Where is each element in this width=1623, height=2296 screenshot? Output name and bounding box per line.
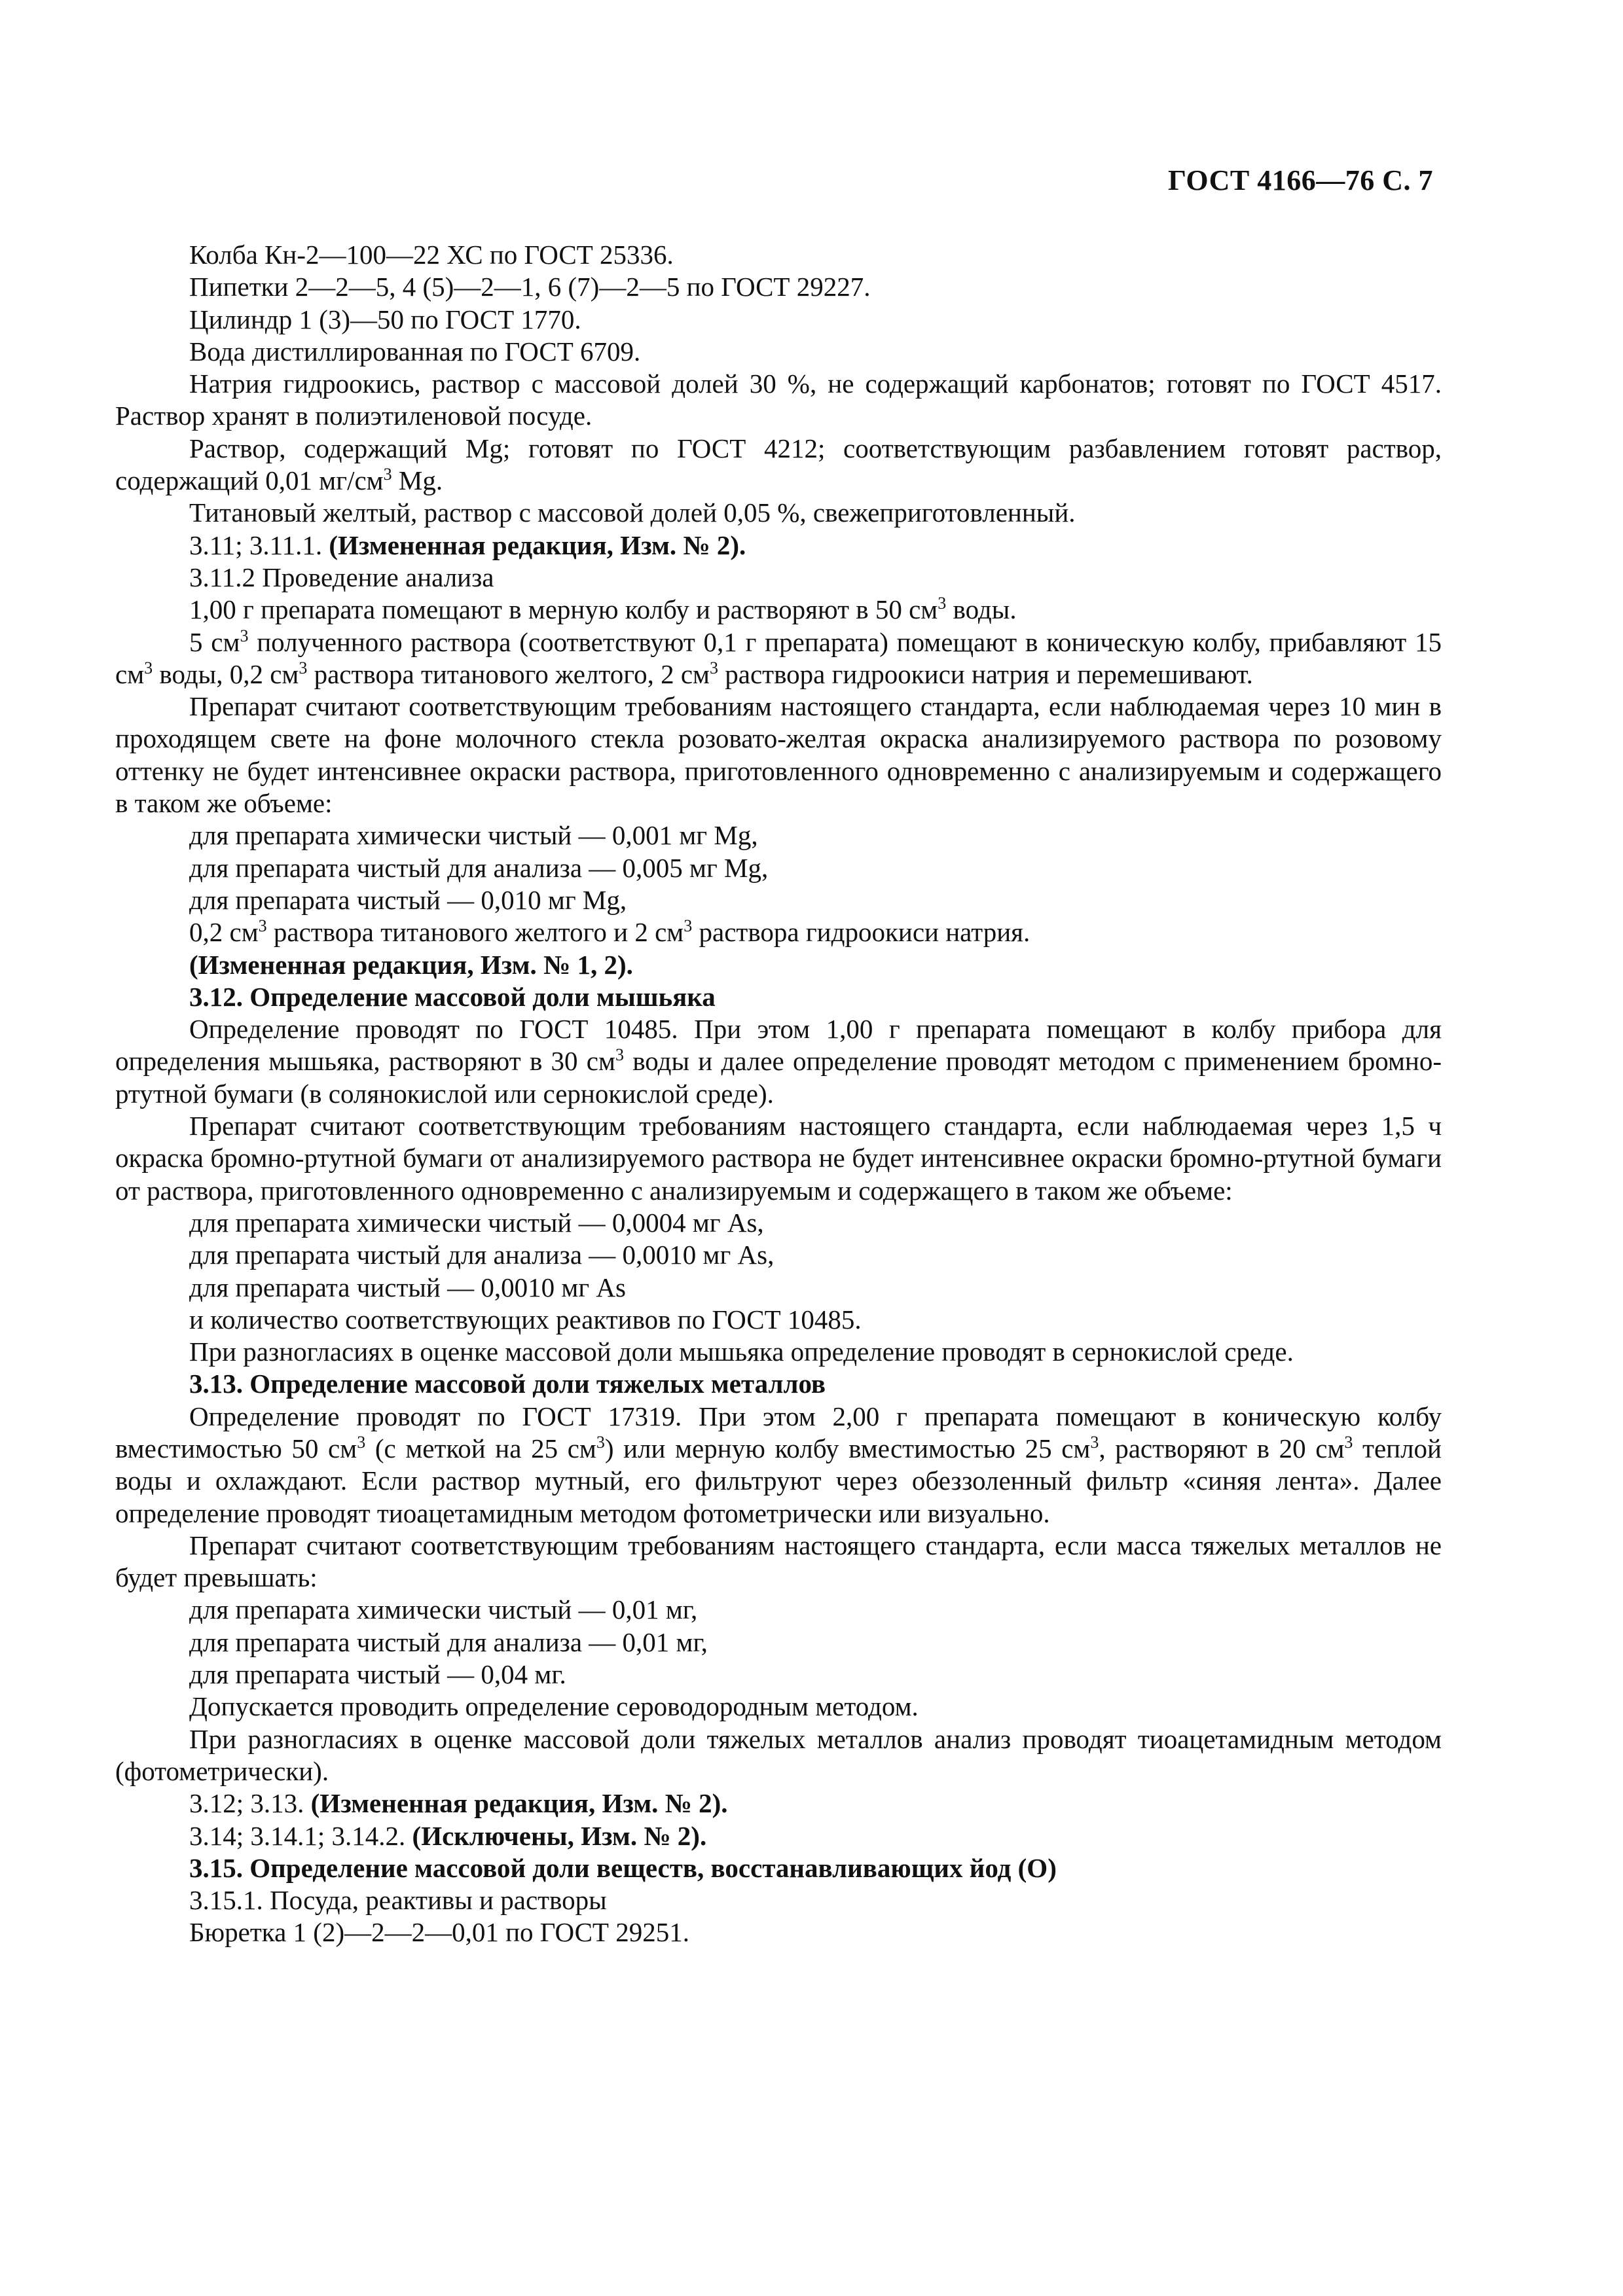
superscript: 3	[596, 1432, 605, 1452]
text-run: 3.12; 3.13.	[189, 1788, 311, 1819]
text-run: воды.	[946, 594, 1017, 625]
paragraph: Натрия гидроокись, раствор с массовой долей 30 %, не содержащий карбонатов; готовят по ГОСТ 4517. Раствор хранят в полиэтиленовой посуде.	[115, 368, 1442, 431]
text-run: теплой воды и охлаждают. Если раствор мутный, его фильтруют через обеззоленный фильтр «синяя лента». Далее определение проводят тиоацетамидным методом фотометрически или визуально.	[115, 1433, 1442, 1528]
paragraph: для препарата химически чистый — 0,001 мг Mg,	[189, 820, 758, 851]
paragraph: для препарата чистый — 0,04 мг.	[189, 1659, 566, 1690]
text-run: Раствор, содержащий Mg; готовят по ГОСТ 4212; соответствующим разбавлением готовят раствор, содержащий 0,01 мг/см	[115, 433, 1442, 496]
text-run: воды, 0,2 см	[153, 658, 299, 689]
text-run: , растворяют в 20 см	[1099, 1433, 1345, 1463]
text-run: 1,00 г препарата помещают в мерную колбу и растворяют в 50 см	[189, 594, 938, 625]
paragraph: Колба Кн-2—100—22 ХС по ГОСТ 25336.	[189, 240, 674, 270]
paragraph: Вода дистиллированная по ГОСТ 6709.	[189, 336, 641, 367]
paragraph: При разногласиях в оценке массовой доли тяжелых металлов анализ проводят тиоацетамидным методом (фотометрически).	[115, 1723, 1442, 1786]
superscript: 3	[710, 658, 718, 677]
superscript: 3	[938, 594, 947, 613]
paragraph	[115, 916, 1442, 948]
paragraph: Препарат считают соответствующим требованиям настоящего стандарта, если масса тяжелых металлов не будет превышать:	[115, 1530, 1442, 1593]
paragraph: для препарата чистый — 0,010 мг Mg,	[189, 884, 627, 915]
paragraph: 3.15.1. Посуда, реактивы и растворы	[189, 1885, 607, 1916]
paragraph	[115, 1013, 1442, 1110]
paragraph: для препарата химически чистый — 0,0004 мг As,	[189, 1207, 764, 1238]
paragraph: для препарата химически чистый — 0,01 мг,	[189, 1594, 698, 1625]
text-run: полученного раствора (соответствуют 0,1 г препарата) помещают в коническую колбу, прибавляют 15 см	[115, 626, 1442, 689]
text-run: Mg.	[392, 465, 443, 496]
paragraph: Цилиндр 1 (3)—50 по ГОСТ 1770.	[189, 304, 581, 334]
section-heading: 3.12. Определение массовой доли мышьяка	[189, 981, 716, 1012]
text-run: (с меткой на 25 см	[365, 1433, 596, 1463]
amendment-note: (Измененная редакция, Изм. № 1, 2).	[189, 949, 633, 980]
text-run: воды и далее определение проводят методом с применением бромно-ртутной бумаги (в солянокислой или сернокислой среде).	[115, 1046, 1442, 1109]
paragraph: для препарата чистый для анализа — 0,005 мг Mg,	[189, 852, 769, 883]
text-run: раствора титанового желтого, 2 см	[307, 658, 710, 689]
text-run: 3.11; 3.11.1.	[189, 529, 329, 560]
superscript: 3	[299, 658, 308, 677]
paragraph	[115, 626, 1442, 691]
paragraph: и количество соответствующих реактивов по ГОСТ 10485.	[189, 1304, 862, 1335]
paragraph: Бюретка 1 (2)—2—2—0,01 по ГОСТ 29251.	[189, 1917, 689, 1948]
document-body	[115, 239, 1442, 1949]
paragraph: Препарат считают соответствующим требованиям настоящего стандарта, если наблюдаемая через 10 мин в проходящем свете на фоне молочного стекла розовато-желтая окраска анализируемого раствора по розовому оттенку не будет интенсивнее окраски раствора, приготовленного одновременно с анализируемым и содержащего в таком же объеме:	[115, 691, 1442, 819]
text-run: Определение проводят по ГОСТ 17319. При этом 2,00 г препарата помещают в коническую колбу вместимостью 50 см	[115, 1401, 1442, 1463]
amendment-note: (Измененная редакция, Изм. № 2).	[329, 529, 746, 560]
page-header: ГОСТ 4166—76 С. 7	[1167, 164, 1433, 196]
text-run: раствора титанового желтого и 2 см	[266, 917, 684, 948]
text-run: раствора гидроокиси натрия.	[692, 917, 1030, 948]
paragraph: для препарата чистый для анализа — 0,0010 мг As,	[189, 1240, 775, 1270]
paragraph: для препарата чистый — 0,0010 мг As	[189, 1272, 626, 1302]
paragraph: Титановый желтый, раствор с массовой долей 0,05 %, свежеприготовленный.	[189, 497, 1076, 528]
paragraph: При разногласиях в оценке массовой доли мышьяка определение проводят в сернокислой среде.	[189, 1336, 1294, 1367]
paragraph: Препарат считают соответствующим требованиям настоящего стандарта, если наблюдаемая через 1,5 ч окраска бромно-ртутной бумаги от анализируемого раствора не будет интенсивнее окраски бромно-ртутной бумаги от раствора, приготовленного одновременно с анализируемым и содержащего в таком же объеме:	[115, 1111, 1442, 1206]
amendment-note: (Измененная редакция, Изм. № 2).	[310, 1788, 728, 1819]
paragraph: для препарата чистый для анализа — 0,01 мг,	[189, 1626, 708, 1657]
amendment-note: (Исключены, Изм. № 2).	[412, 1820, 707, 1851]
superscript: 3	[615, 1045, 624, 1065]
paragraph	[115, 594, 1442, 626]
paragraph	[115, 433, 1442, 497]
text-run: раствора гидроокиси натрия и перемешивают.	[718, 658, 1253, 689]
text-run: Определение проводят по ГОСТ 10485. При этом 1,00 г препарата помещают в колбу прибора для определения мышьяка, растворяют в 30 см	[115, 1014, 1442, 1077]
superscript: 3	[684, 916, 693, 936]
text-run: ) или мерную колбу вместимостью 25 см	[604, 1433, 1091, 1463]
paragraph	[115, 1401, 1442, 1530]
paragraph: 3.11.2 Проведение анализа	[189, 562, 494, 592]
superscript: 3	[357, 1432, 366, 1452]
paragraph: Пипетки 2—2—5, 4 (5)—2—1, 6 (7)—2—5 по ГОСТ 29227.	[189, 272, 871, 302]
text-run: 5 см	[189, 626, 240, 657]
superscript: 3	[240, 626, 249, 645]
paragraph: Допускается проводить определение сероводородным методом.	[189, 1691, 919, 1722]
paragraph	[115, 529, 1442, 562]
text-run: 0,2 см	[189, 917, 259, 948]
text-run: 3.14; 3.14.1; 3.14.2.	[189, 1820, 412, 1851]
section-heading: 3.15. Определение массовой доли веществ, восстанавливающих йод (О)	[189, 1852, 1057, 1883]
superscript: 3	[383, 465, 392, 484]
paragraph	[115, 1787, 1442, 1820]
superscript: 3	[1344, 1432, 1353, 1452]
superscript: 3	[144, 658, 153, 677]
superscript: 3	[258, 916, 267, 936]
superscript: 3	[1090, 1432, 1099, 1452]
section-heading: 3.13. Определение массовой доли тяжелых металлов	[189, 1369, 826, 1399]
paragraph	[115, 1820, 1442, 1852]
